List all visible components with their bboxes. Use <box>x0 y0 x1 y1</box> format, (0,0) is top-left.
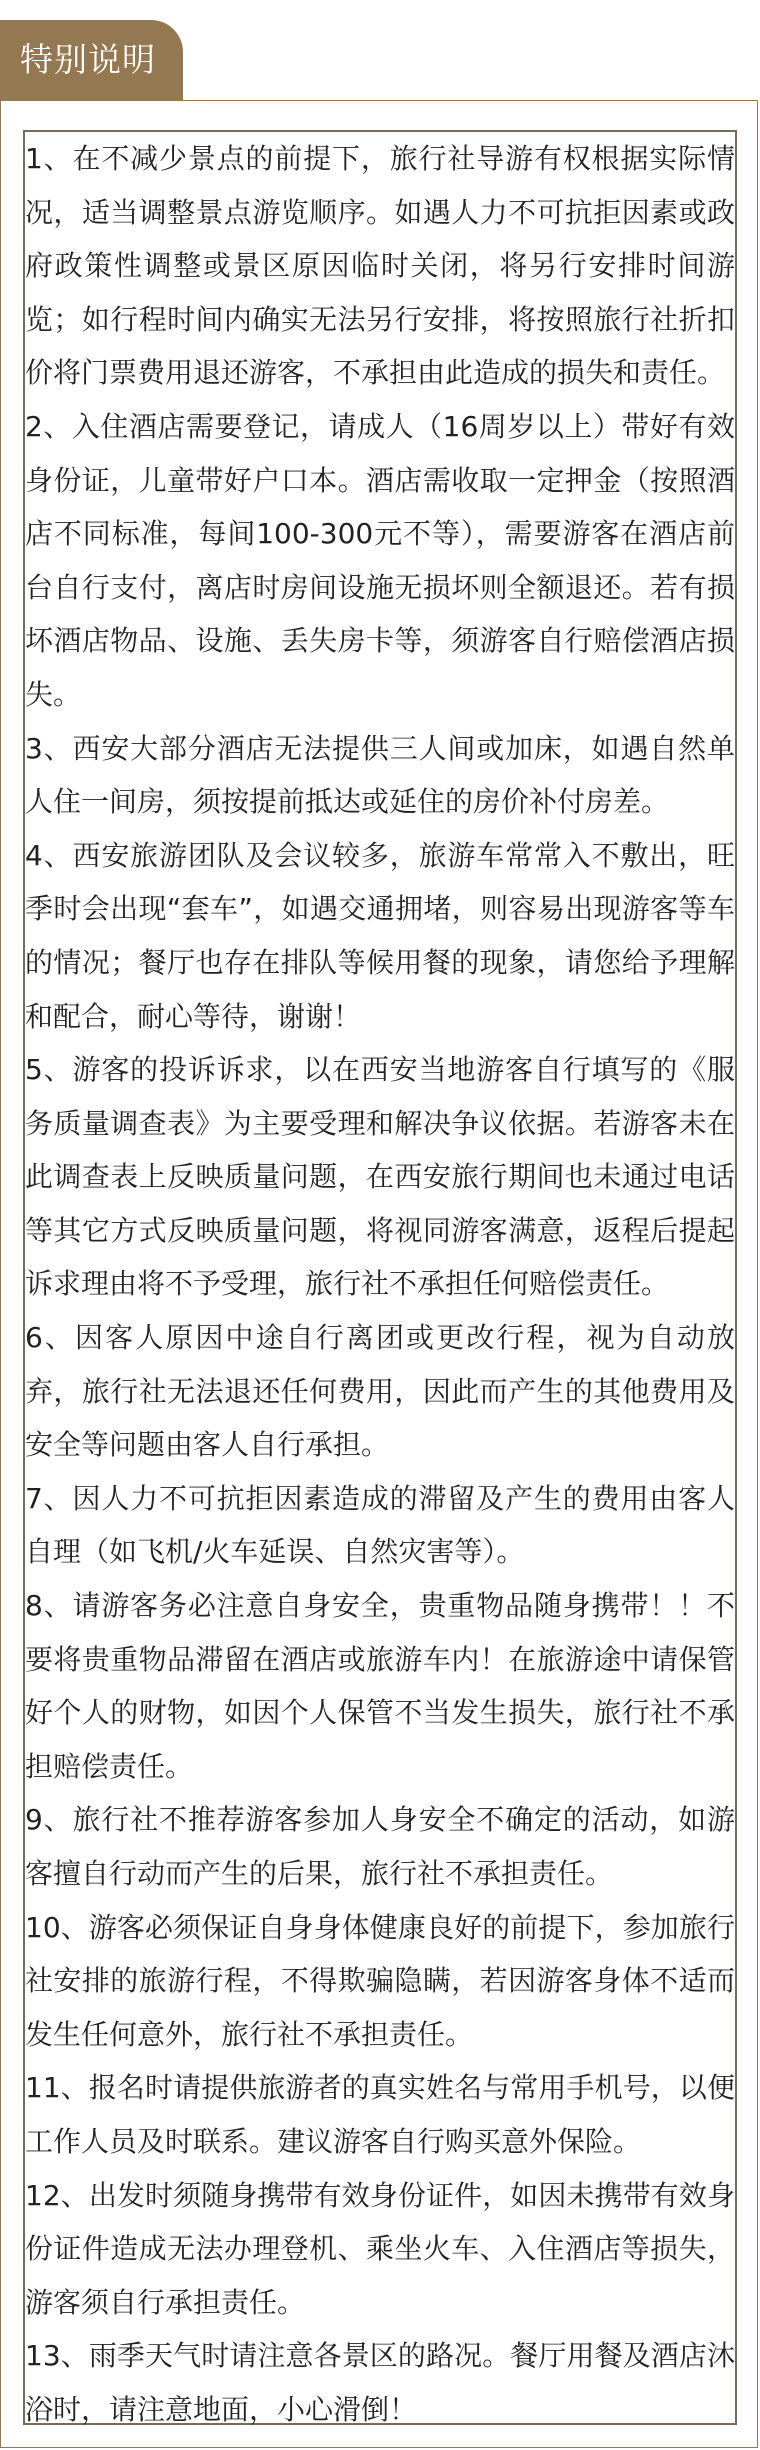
note-item: 1、在不减少景点的前提下，旅行社导游有权根据实际情况，适当调整景点游览顺序。如遇人力不可抗拒因素或政府政策性调整或景区原因临时关闭，将另行安排时间游览；如行程时间内确实无法另行安排，将按照旅行社折扣价将门票费用退还游客，不承担由此造成的损失和责任。 <box>25 142 735 390</box>
note-item: 9、旅行社不推荐游客参加人身安全不确定的活动，如游客擅自行动而产生的后果，旅行社不承担责任。 <box>25 1803 735 1890</box>
note-item: 3、西安大部分酒店无法提供三人间或加床，如遇自然单人住一间房，须按提前抵达或延住的房价补付房差。 <box>25 731 735 819</box>
note-item: 8、请游客务必注意自身安全，贵重物品随身携带！！不要将贵重物品滞留在酒店或旅游车内！在旅游途中请保管好个人的财物，如因个人保管不当发生损失，旅行社不承担赔偿责任。 <box>25 1589 735 1783</box>
section-title: 特别说明 <box>20 40 156 79</box>
note-item: 11、报名时请提供旅游者的真实姓名与常用手机号，以便工作人员及时联系。建议游客自行购买意外保险。 <box>25 2071 735 2158</box>
notes-list <box>25 132 735 2437</box>
note-item: 13、雨季天气时请注意各景区的路况。餐厅用餐及酒店沐浴时，请注意地面，小心滑倒！ <box>25 2339 735 2426</box>
note-item: 7、因人力不可抗拒因素造成的滞留及产生的费用由客人自理（如飞机/火车延误、自然灾害等）。 <box>25 1481 735 1569</box>
note-item: 6、因客人原因中途自行离团或更改行程，视为自动放弃，旅行社无法退还任何费用，因此而产生的其他费用及安全等问题由客人自行承担。 <box>25 1321 735 1462</box>
note-item: 4、西安旅游团队及会议较多，旅游车常常入不敷出，旺季时会出现“套车”，如遇交通拥堵，则容易出现游客等车的情况；餐厅也存在排队等候用餐的现象，请您给予理解和配合，耐心等待，谢谢！ <box>25 838 735 1033</box>
note-item: 5、游客的投诉诉求，以在西安当地游客自行填写的《服务质量调查表》为主要受理和解决争议依据。若游客未在此调查表上反映质量问题，在西安旅行期间也未通过电话等其它方式反映质量问题，将视同游客满意，返程后提起诉求理由将不予受理，旅行社不承担任何赔偿责任。 <box>25 1053 735 1301</box>
note-item: 2、入住酒店需要登记，请成人（16周岁以上）带好有效身份证，儿童带好户口本。酒店需收取一定押金（按照酒店不同标准，每间100-300元不等），需要游客在酒店前台自行支付，离店时房间设施无损坏则全额退还。若有损坏酒店物品、设施、丢失房卡等，须游客自行赔偿酒店损失。 <box>25 409 735 711</box>
note-item: 10、游客必须保证自身身体健康良好的前提下，参加旅行社安排的旅游行程，不得欺骗隐瞒，若因游客身体不适而发生任何意外，旅行社不承担责任。 <box>25 1910 735 2051</box>
section-title-tab <box>0 20 183 100</box>
note-item: 12、出发时须随身携带有效身份证件，如因未携带有效身份证件造成无法办理登机、乘坐火车、入住酒店等损失，游客须自行承担责任。 <box>25 2178 735 2319</box>
notes-box <box>23 130 737 2425</box>
